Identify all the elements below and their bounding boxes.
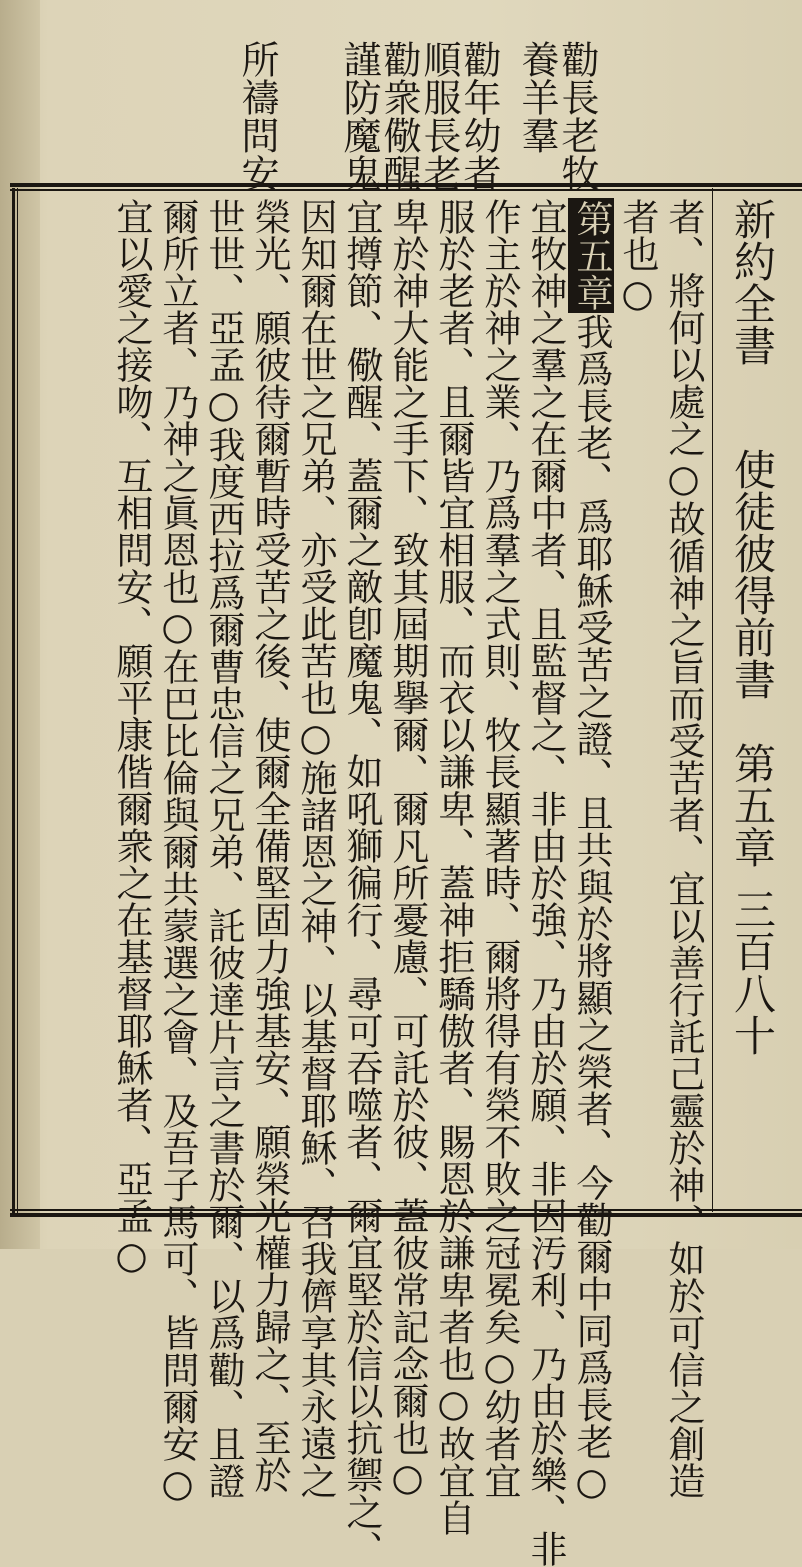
text-column: 者也○ [616,198,659,315]
text-column: 宜撙節、儆醒、蓋爾之敵卽魔鬼、如吼獅徧行、尋可吞噬者、爾宜堅於信以抗禦之、 [340,198,383,1567]
text-column: 世世、亞孟○我度西拉爲爾曹忠信之兄弟、託彼達片言之書於爾、以爲勸、且證 [202,198,245,1499]
text-column: 爾所立者、乃神之眞恩也○在巴比倫與爾共蒙選之會、及吾子馬可、皆問爾安○ [156,198,199,1505]
text-column: 宜以愛之接吻、互相問安、願平康偕爾衆之在基督耶穌者、亞孟○ [110,198,153,1277]
text-column: 卑於神大能之手下、致其屆期擧爾、爾凡所憂慮、可託於彼、蓋彼常記念爾也○ [386,198,429,1499]
margin-note: 謹防魔鬼 [337,40,381,192]
margin-note: 所禱問安 [235,40,279,192]
text-column-rest: 我爲長老、爲耶穌受苦之證、且共與於將顯之榮者、今勸爾中同爲長老○ [570,313,613,1503]
frame-left-rule [12,188,18,1214]
margin-note: 順服長老 [417,40,461,192]
chapter-badge: 第五章 [570,200,613,311]
text-column: 者、將何以處之○故循神之旨而受苦者、宜以善行託己靈於神、如於可信之創造 [662,198,705,1499]
chapter-title: 使徒彼得前書 第五章 [728,448,777,868]
book-title: 新約全書 [728,198,777,366]
page-number: 三百八十 [728,888,777,1056]
running-header [720,198,780,1198]
text-column: 服於老者、且爾皆宜相服、而衣以謙卑、蓋神拒驕傲者、賜恩於謙卑者也○故宜自 [432,198,475,1536]
text-column [568,198,614,1503]
text-column: 因知爾在世之兄弟、亦受此苦也○施諸恩之神、以基督耶穌、召我儕享其永遠之 [294,198,337,1499]
header-divider [712,188,713,1212]
text-column: 作主於神之業、乃爲羣之式則、牧長顯著時、爾將得有榮不敗之冠冕矣○幼者宜 [478,198,521,1499]
margin-note: 勸衆儆醒 [377,40,421,192]
margin-note: 勸長老牧 [555,40,599,192]
text-column: 榮光、願彼待爾暫時受苦之後、使爾全備堅固力強基安、願榮光權力歸之、至於 [248,198,291,1493]
margin-note: 勸年幼者 [457,40,501,192]
margin-note: 養羊羣 [515,40,559,154]
frame-top-rule [10,183,802,191]
text-column: 宜牧神之羣之在爾中者、且監督之、非由於強、乃由於願、非因汚利、乃由於樂、非 [524,198,567,1567]
